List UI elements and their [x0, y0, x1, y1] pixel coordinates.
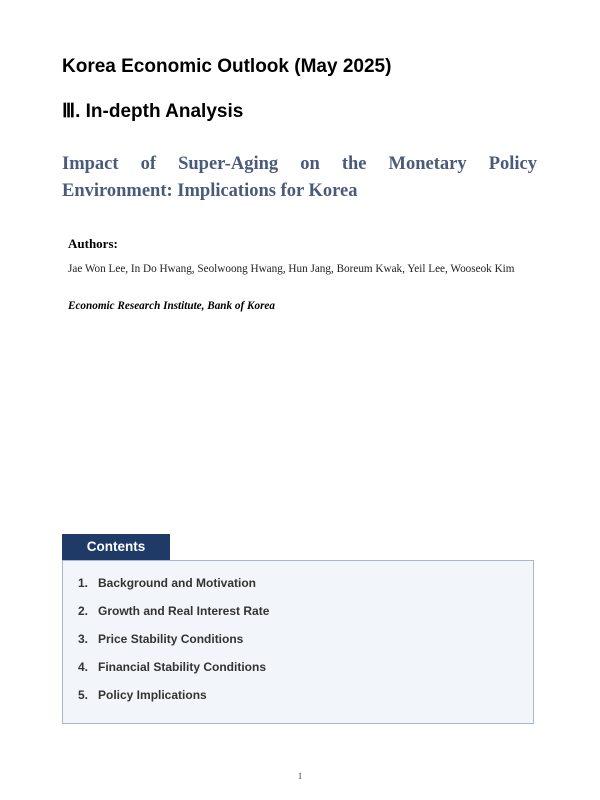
contents-item-policy-implications[interactable] — [78, 687, 269, 715]
paper-title: Impact of Super-Aging on the Monetary Policy Environment: Implications for Korea — [62, 154, 537, 201]
contents-item-label: Growth and Real Interest Rate — [98, 604, 270, 618]
authors-label: Authors: — [68, 236, 118, 251]
section-title: Ⅲ. In-depth Analysis — [62, 101, 244, 122]
contents-item-price-stability[interactable] — [78, 631, 269, 659]
contents-item-label: Financial Stability Conditions — [98, 660, 267, 674]
contents-item-financial-stability[interactable] — [78, 659, 269, 687]
contents-item-background[interactable] — [78, 575, 269, 603]
contents-item-number: 4. — [78, 660, 89, 674]
contents-item-growth[interactable] — [78, 603, 269, 631]
contents-item-label: Price Stability Conditions — [98, 632, 244, 646]
author-names: Jae Won Lee, In Do Hwang, Seolwoong Hwang, Hun Jang, Boreum Kwak, Yeil Lee, Wooseok Kim — [68, 263, 515, 275]
contents-item-number: 5. — [78, 688, 89, 702]
contents-item-label: Background and Motivation — [98, 576, 257, 590]
contents-item-label: Policy Implications — [98, 688, 207, 702]
affiliation: Economic Research Institute, Bank of Korea — [68, 300, 275, 312]
contents-item-number: 3. — [78, 632, 89, 646]
page-number: 1 — [297, 771, 303, 781]
contents-item-number: 2. — [78, 604, 89, 618]
contents-list — [78, 575, 269, 715]
contents-heading: Contents — [62, 534, 170, 560]
contents-item-number: 1. — [78, 576, 89, 590]
contents-box — [62, 560, 534, 724]
document-title: Korea Economic Outlook (May 2025) — [62, 56, 392, 77]
